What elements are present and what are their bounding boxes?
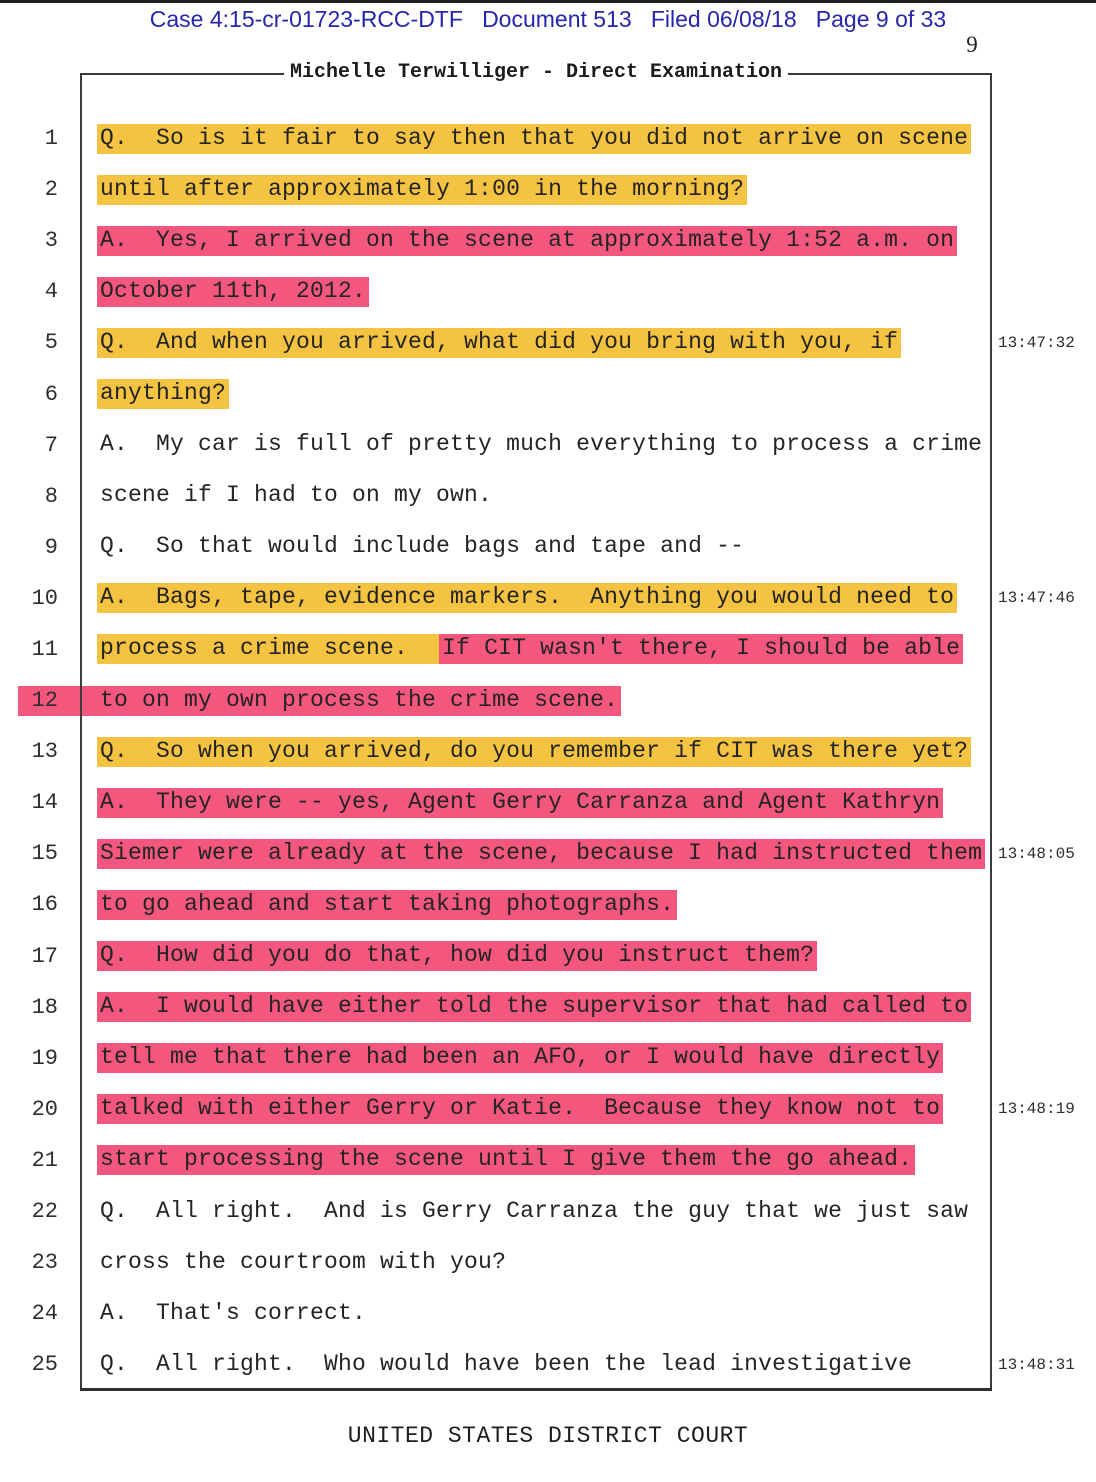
- transcript-line: [0, 164, 1096, 215]
- line-number: 16: [31, 892, 58, 918]
- transcript-line: [0, 1339, 1096, 1390]
- transcript-line: [0, 777, 1096, 828]
- line-text: [97, 788, 943, 818]
- transcript-line: [0, 726, 1096, 777]
- examination-title: Michelle Terwilliger - Direct Examination: [284, 61, 788, 84]
- line-number: 14: [31, 790, 58, 816]
- highlighted-text: October 11th, 2012.: [97, 277, 369, 307]
- line-text: [97, 379, 229, 409]
- line-number: 4: [44, 279, 58, 305]
- line-number: 18: [31, 994, 58, 1020]
- line-text: [97, 226, 957, 256]
- line-number: 15: [31, 841, 58, 867]
- line-text: [97, 737, 971, 767]
- court-footer: UNITED STATES DISTRICT COURT: [347, 1423, 749, 1449]
- page-top-edge: [0, 0, 1096, 3]
- plain-text: cross the courtroom with you?: [100, 1248, 507, 1275]
- transcript-line: [0, 675, 1096, 726]
- highlighted-text: start processing the scene until I give them the go ahead.: [97, 1145, 915, 1175]
- transcript-line: [0, 1186, 1096, 1237]
- line-number: 6: [44, 381, 58, 407]
- transcript-line: [0, 931, 1096, 982]
- highlighted-text: to go ahead and start taking photographs.: [97, 890, 677, 920]
- transcript-line: [0, 624, 1096, 675]
- highlighted-text: Q. So is it fair to say then that you did not arrive on scene: [97, 124, 971, 154]
- line-number: 17: [31, 943, 58, 969]
- transcript-box-border-bottom: [80, 1388, 992, 1391]
- line-number: 22: [31, 1199, 58, 1225]
- line-text: [97, 481, 495, 511]
- transcript-line: [0, 1084, 1096, 1135]
- line-number: 5: [44, 330, 58, 356]
- line-text: [97, 328, 901, 358]
- line-number: 19: [31, 1045, 58, 1071]
- highlighted-text: Q. And when you arrived, what did you bring with you, if: [97, 328, 901, 358]
- timestamp: 13:47:46: [998, 589, 1075, 608]
- line-text: [97, 686, 621, 716]
- transcript-line: [0, 113, 1096, 164]
- highlighted-text: Q. How did you do that, how did you instruct them?: [97, 941, 817, 971]
- line-text: [97, 430, 985, 460]
- line-text: [97, 1197, 971, 1227]
- plain-text: Q. All right. Who would have been the lead investigative: [100, 1350, 913, 1377]
- line-number: 9: [44, 534, 58, 560]
- line-number: 7: [44, 432, 58, 458]
- transcript-line: [0, 982, 1096, 1033]
- line-number: 3: [44, 228, 58, 254]
- highlighted-text: Q. So when you arrived, do you remember if CIT was there yet?: [97, 737, 971, 767]
- transcript-line: [0, 317, 1096, 368]
- transcript-line: [0, 215, 1096, 266]
- highlighted-text: until after approximately 1:00 in the morning?: [97, 175, 747, 205]
- line-text: [97, 277, 369, 307]
- line-text: [97, 634, 963, 664]
- line-text: [97, 992, 971, 1022]
- transcript-line: [0, 471, 1096, 522]
- highlighted-text: process a crime scene.: [97, 634, 439, 664]
- transcript-line: [0, 828, 1096, 879]
- plain-text: A. That's correct.: [100, 1299, 367, 1326]
- transcript-line: [0, 522, 1096, 573]
- line-text: [97, 839, 985, 869]
- transcript-line: [0, 1033, 1096, 1084]
- transcript-line: [0, 420, 1096, 471]
- transcript-line: [0, 1135, 1096, 1186]
- highlighted-text: to on my own process the crime scene.: [97, 686, 621, 716]
- highlighted-text: talked with either Gerry or Katie. Because they know not to: [97, 1094, 943, 1124]
- line-number: 23: [31, 1250, 58, 1276]
- timestamp: 13:48:05: [998, 844, 1075, 863]
- highlighted-text: tell me that there had been an AFO, or I would have directly: [97, 1043, 943, 1073]
- line-number: 13: [31, 739, 58, 765]
- line-number: 12: [31, 688, 58, 714]
- transcript-line: [0, 368, 1096, 419]
- highlighted-text: A. Yes, I arrived on the scene at approximately 1:52 a.m. on: [97, 226, 957, 256]
- line-number: 8: [44, 483, 58, 509]
- line-text: [97, 1043, 943, 1073]
- transcript-line: [0, 266, 1096, 317]
- page-number: 9: [966, 32, 978, 57]
- line-number: 1: [44, 126, 58, 152]
- transcript-rows: [0, 113, 1096, 1390]
- line-number: 25: [31, 1352, 58, 1378]
- transcript-line: [0, 1237, 1096, 1288]
- highlighted-text: anything?: [97, 379, 229, 409]
- line-text: [97, 124, 971, 154]
- plain-text: scene if I had to on my own.: [100, 482, 493, 509]
- highlighted-text: A. They were -- yes, Agent Gerry Carranza and Agent Kathryn: [97, 788, 943, 818]
- line-number: 24: [31, 1301, 58, 1327]
- highlighted-text: A. Bags, tape, evidence markers. Anything you would need to: [97, 583, 957, 613]
- line-number: 2: [44, 177, 58, 203]
- transcript-box-border-right: [990, 73, 992, 1390]
- plain-text: Q. All right. And is Gerry Carranza the guy that we just saw: [100, 1197, 969, 1224]
- line-number: 20: [31, 1096, 58, 1122]
- line-text: [97, 583, 957, 613]
- highlighted-text: If CIT wasn't there, I should be able: [439, 634, 963, 664]
- plain-text: Q. So that would include bags and tape and --: [100, 533, 745, 560]
- line-text: [97, 1145, 915, 1175]
- line-text: [97, 1350, 915, 1380]
- plain-text: A. My car is full of pretty much everything to process a crime: [100, 431, 983, 458]
- line-number: 10: [31, 585, 58, 611]
- highlighted-text: A. I would have either told the supervisor that had called to: [97, 992, 971, 1022]
- transcript-box-border-left: [80, 73, 82, 1390]
- line-text: [97, 1094, 943, 1124]
- timestamp: 13:48:31: [998, 1355, 1075, 1374]
- line-text: [97, 941, 817, 971]
- line-number: 21: [31, 1147, 58, 1173]
- transcript-line: [0, 1288, 1096, 1339]
- timestamp: 13:48:19: [998, 1100, 1075, 1119]
- line-text: [97, 890, 677, 920]
- timestamp: 13:47:32: [998, 333, 1075, 352]
- transcript-line: [0, 879, 1096, 930]
- line-text: [97, 175, 747, 205]
- line-text: [97, 1248, 509, 1278]
- line-text: [97, 1299, 369, 1329]
- transcript-line: [0, 573, 1096, 624]
- line-text: [97, 532, 747, 562]
- line-number: 11: [31, 636, 58, 662]
- case-caption: Case 4:15-cr-01723-RCC-DTF Document 513 Filed 06/08/18 Page 9 of 33: [149, 6, 947, 32]
- examination-title-wrap: [80, 61, 992, 84]
- highlighted-text: Siemer were already at the scene, because I had instructed them: [97, 839, 985, 869]
